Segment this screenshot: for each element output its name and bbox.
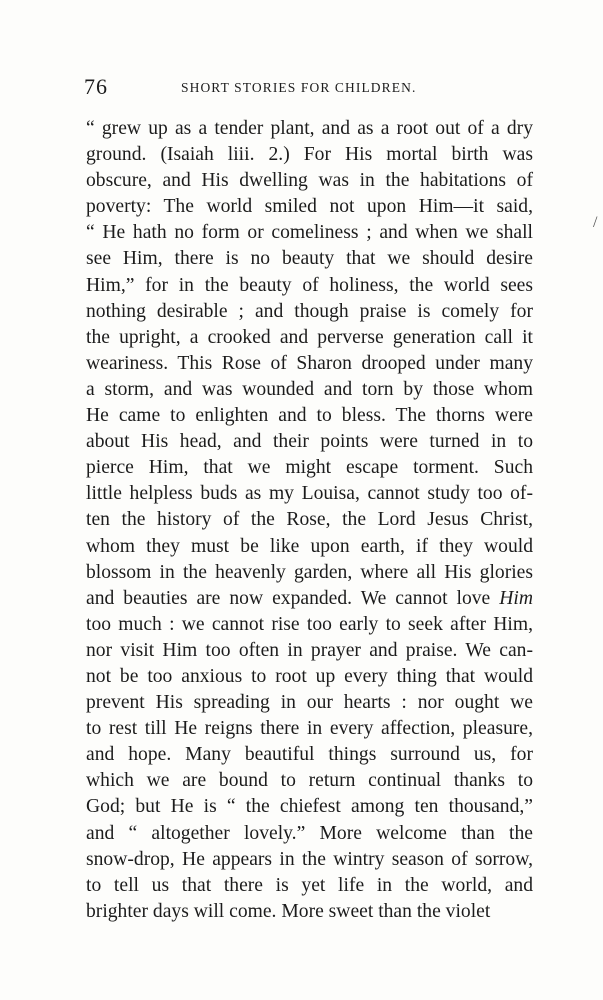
text-line: see Him, there is no beauty that we should desire	[86, 248, 533, 270]
text-line: Him,” for in the beauty of holiness, the world sees	[86, 274, 533, 296]
text-line: “ grew up as a tender plant, and as a root out of a dry	[86, 118, 533, 139]
text-line: ten the history of the Rose, the Lord Jesus Christ,	[86, 509, 533, 531]
text-line: to tell us that there is yet life in the world, and	[86, 874, 533, 896]
text-line: and “ altogether lovely.” More welcome than the	[86, 822, 533, 844]
text-line: ground. (Isaiah liii. 2.) For His mortal birth was	[86, 144, 533, 166]
text-line: snow-drop, He appears in the wintry season of sorrow,	[86, 848, 533, 870]
text-line: and beauties are now expanded. We cannot love Him	[86, 587, 533, 609]
text-line: whom they must be like upon earth, if they would	[86, 535, 533, 557]
text-line: and hope. Many beautiful things surround us, for	[86, 744, 533, 766]
text-line: weariness. This Rose of Sharon drooped under many	[86, 352, 533, 374]
text-line: “ He hath no form or comeliness ; and when we shall	[86, 222, 533, 244]
text-line: brighter days will come. More sweet than the violet	[86, 900, 491, 922]
page-number: 76	[84, 74, 108, 99]
emphasis-him: Him	[499, 587, 533, 609]
text-line: prevent His spreading in our hearts : nor ought we	[86, 692, 533, 714]
body-text	[86, 116, 533, 925]
running-head: SHORT STORIES FOR CHILDREN.	[181, 80, 417, 95]
text-line: obscure, and His dwelling was in the habitations of	[86, 170, 533, 192]
text-line: nor visit Him too often in prayer and praise. We can-	[86, 639, 533, 661]
text-line: to rest till He reigns there in every affection, pleasure,	[86, 718, 533, 740]
text-line: a storm, and was wounded and torn by those whom	[86, 378, 533, 400]
text-line: nothing desirable ; and though praise is comely for	[86, 300, 533, 322]
text-line: blossom in the heavenly garden, where all His glories	[86, 561, 533, 583]
text-line: pierce Him, that we might escape torment. Such	[86, 457, 533, 479]
text-line: which we are bound to return continual thanks to	[86, 770, 533, 792]
margin-mark: /	[593, 214, 598, 231]
text-line: He came to enlighten and to bless. The thorns were	[86, 405, 533, 427]
text-line: poverty: The world smiled not upon Him—it said,	[86, 196, 533, 218]
text-line: little helpless buds as my Louisa, cannot study too of-	[86, 483, 533, 505]
text-line: too much : we cannot rise too early to seek after Him,	[86, 613, 533, 635]
page-header	[84, 74, 534, 100]
text-line: God; but He is “ the chiefest among ten thousand,”	[86, 796, 533, 818]
text-line: the upright, a crooked and perverse generation call it	[86, 326, 533, 348]
text-line: not be too anxious to root up every thing that would	[86, 665, 533, 687]
text-line: about His head, and their points were turned in to	[86, 431, 533, 453]
